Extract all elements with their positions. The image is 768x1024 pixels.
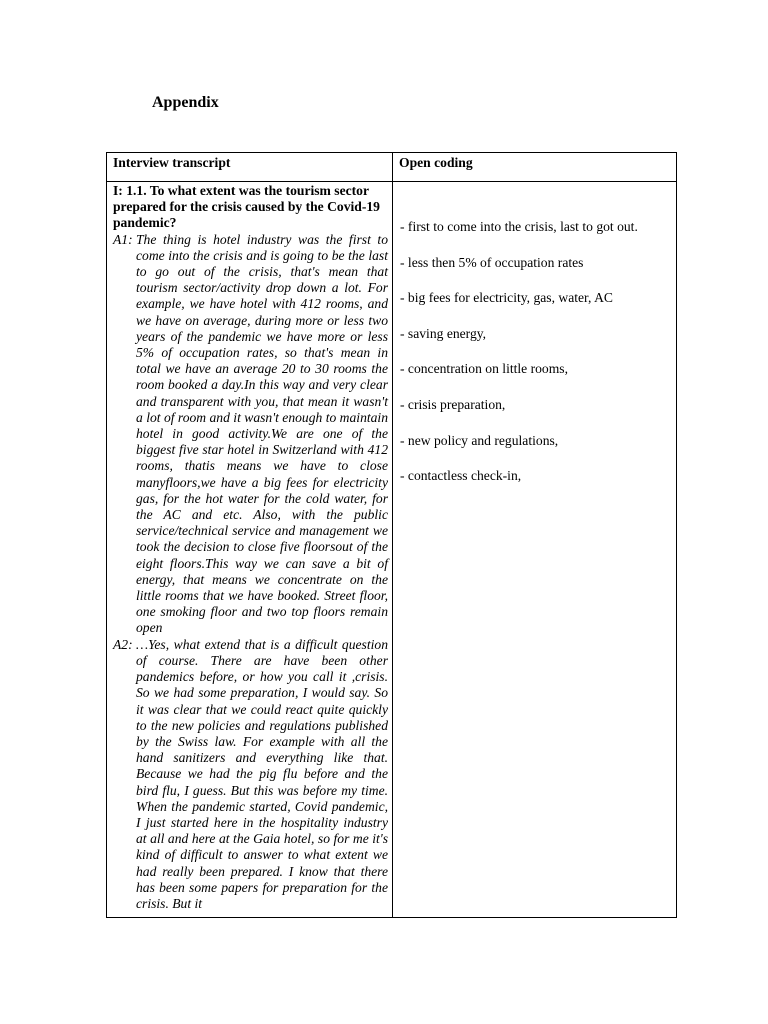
list-item: - first to come into the crisis, last to got out. xyxy=(400,219,638,234)
table-row xyxy=(107,182,677,918)
answer-a1 xyxy=(113,232,388,637)
coding-column-header: Open coding xyxy=(393,153,677,182)
list-item: - less then 5% of occupation rates xyxy=(400,254,584,270)
coding-cell xyxy=(393,182,677,918)
table-header-row xyxy=(107,153,677,182)
answer-text: …Yes, what extend that is a difficult question of course. There are have been other pandemics before, or how you call it ,crisis. So we had some preparation, I would say. So it was clear that we could react quite quickly to the new policies and regulations published by the Swiss law. For example with all the hand sanitizers and everything like that. Because we had the pig flu before and the bird flu, I guess. But this was before my time. When the pandemic started, Covid pandemic, I just started here in the hospitality industry at all and here at the Gaia hotel, so for me it's kind of difficult to answer to what extent we had really been prepared. I know that there has been some papers for preparation for the crisis. But it xyxy=(136,636,388,911)
interview-question: I: 1.1. To what extent was the tourism sector prepared for the crisis caused by the Covid-19 pandemic? xyxy=(113,183,380,231)
list-item: - saving energy, xyxy=(400,325,487,341)
list-item: - contactless check-in, xyxy=(400,468,522,484)
appendix-heading: Appendix xyxy=(152,94,219,111)
answer-a2 xyxy=(113,637,388,912)
transcript-cell xyxy=(107,182,393,918)
answer-tag: A1: xyxy=(113,231,133,247)
list-item: - concentration on little rooms, xyxy=(400,361,568,377)
open-codes-list xyxy=(400,219,670,484)
transcript-column-header: Interview transcript xyxy=(107,153,393,182)
answer-tag: A2: xyxy=(113,636,133,652)
list-item: - new policy and regulations, xyxy=(400,432,559,448)
coding-table xyxy=(106,152,677,918)
list-item: - big fees for electricity, gas, water, AC xyxy=(400,290,613,306)
list-item: - crisis preparation, xyxy=(400,396,506,412)
answer-text: The thing is hotel industry was the first to come into the crisis and is going to be the last to go out of the crisis, that's mean that tourism sector/activity drop down a lot. For example, we have hotel with 412 rooms, and we have on average, during more or less two years of the pandemic we have more or less 5% of occupation rates, so that's mean in total we have an average 20 to 30 rooms the room booked a day.In this way and very clear and transparent with you, that mean it wasn't a lot of room and it wasn't enough to maintain hotel in good activity.We are one of the biggest five star hotel in Switzerland with 412 rooms, thatis means we have to close manyfloors,we have a big fees for electricity gas, for the hot water for the cold water, for the AC and etc. Also, with the public service/technical service and management we took the decision to close five floorsout of the eight floors.This way we can save a bit of energy, that means we concentrate on the little rooms that we have booked. Street floor, one smoking floor and two top floors remain open xyxy=(136,231,389,636)
